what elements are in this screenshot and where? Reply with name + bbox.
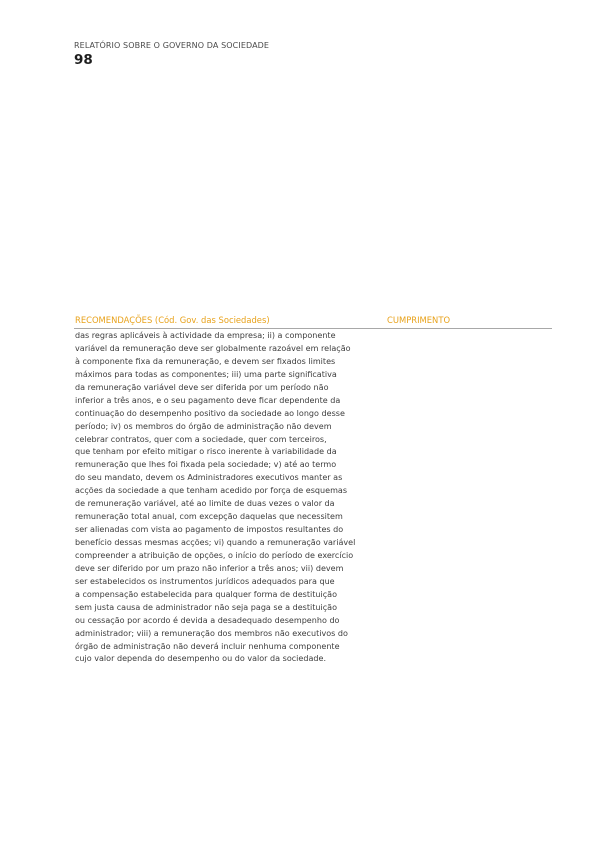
table-header xyxy=(74,314,552,329)
text-line: órgão de administração não deverá incluir nenhuma componente xyxy=(75,641,340,651)
text-line: ser estabelecidos os instrumentos jurídicos adequados para que xyxy=(75,576,335,586)
text-line: remuneração que lhes foi fixada pela sociedade; v) até ao termo xyxy=(75,460,337,470)
text-line: a compensação estabelecida para qualquer forma de destituição xyxy=(75,589,338,599)
text-line: continuação do desempenho positivo da sociedade ao longo desse xyxy=(75,408,345,418)
text-line: benefício dessas mesmas acções; vi) quando a remuneração variável xyxy=(75,538,356,547)
text-line: deve ser diferido por um prazo não inferior a três anos; vii) devem xyxy=(75,563,344,573)
column-header-recommendations: RECOMENDAÇÕES (Cód. Gov. das Sociedades) xyxy=(75,315,270,325)
text-line: acções da sociedade a que tenham acedido por força de esquemas xyxy=(75,486,348,496)
text-line: inferior a três anos, e o seu pagamento deve ficar dependente da xyxy=(75,395,341,405)
text-line: da remuneração variável deve ser diferida por um período não xyxy=(75,382,329,392)
text-line: administrador; viii) a remuneração dos membros não executivos do xyxy=(75,628,348,638)
recommendation-text xyxy=(75,330,380,666)
text-line: sem justa causa de administrador não seja paga se a destituição xyxy=(75,602,338,612)
text-line: à componente fixa da remuneração, e devem ser fixados limites xyxy=(75,356,336,366)
text-line: compreender a atribuição de opções, o início do período de exercício xyxy=(75,550,354,560)
text-line: do seu mandato, devem os Administradores executivos manter as xyxy=(75,473,343,483)
text-line: ser alienadas com vista ao pagamento de impostos resultantes do xyxy=(75,525,344,535)
text-line: período; iv) os membros do órgão de administração não devem xyxy=(75,421,332,431)
running-header: RELATÓRIO SOBRE O GOVERNO DA SOCIEDADE xyxy=(74,41,270,50)
text-line: remuneração total anual, com excepção daquelas que necessitem xyxy=(75,512,343,522)
text-line: variável da remuneração deve ser globalmente razoável em relação xyxy=(75,343,351,353)
text-line: que tenham por efeito mitigar o risco inerente à variabilidade da xyxy=(75,447,337,457)
text-line: de remuneração variável, até ao limite de duas vezes o valor da xyxy=(75,499,335,509)
text-line: cujo valor dependa do desempenho ou do valor da sociedade. xyxy=(75,654,327,664)
column-header-compliance: CUMPRIMENTO xyxy=(387,315,451,325)
text-line: das regras aplicáveis à actividade da empresa; ii) a componente xyxy=(75,331,336,340)
text-line: máximos para todas as componentes; iii) uma parte significativa xyxy=(75,369,337,379)
text-line: celebrar contratos, quer com a sociedade, quer com terceiros, xyxy=(75,434,327,444)
page-number: 98 xyxy=(74,52,93,68)
text-line: ou cessação por acordo é devida a desadequado desempenho do xyxy=(75,615,340,625)
